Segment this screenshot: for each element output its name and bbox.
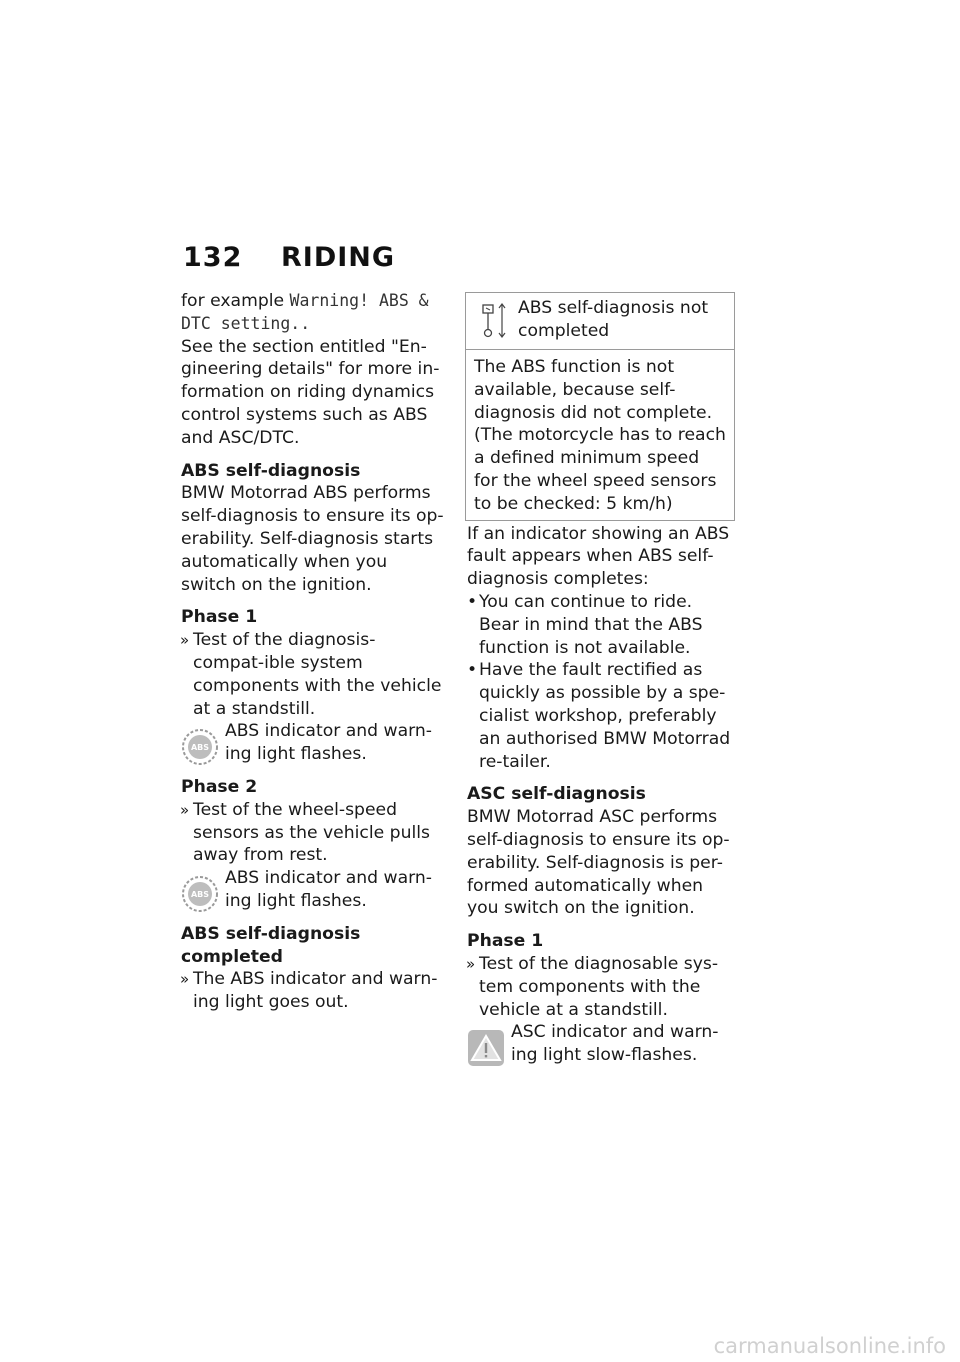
step-marker-icon: » xyxy=(180,800,190,819)
phase2-indicator xyxy=(181,867,445,913)
right-column xyxy=(467,292,737,1077)
page-number: 132 xyxy=(183,242,243,273)
step-marker-icon: » xyxy=(180,631,190,650)
step-marker-icon: » xyxy=(466,954,476,973)
see-section-text: See the section entitled "En-gineering details" for more in-formation on riding dynamics control systems such as ABS and ASC/DTC. xyxy=(181,336,440,448)
note-title: ABS self-diagnosis not completed xyxy=(518,298,709,341)
watermark: carmanualsonline.info xyxy=(713,1334,946,1358)
asc-self-diagnosis-body: BMW Motorrad ASC performs self-diagnosis to ensure its op-erability. Self-diagnosis is per-formed automatically when you switch on the ignition. xyxy=(467,807,730,919)
page-header xyxy=(183,242,395,273)
asc-warning-triangle-icon xyxy=(467,1029,505,1067)
asc-phase1-indicator-text: ASC indicator and warn-ing light slow-flashes. xyxy=(511,1022,719,1066)
phase1-indicator-text: ABS indicator and warn-ing light flashes. xyxy=(225,721,432,765)
bullet-icon: • xyxy=(467,591,478,612)
svg-text:ABS: ABS xyxy=(190,743,210,753)
abs-self-diagnosis-heading: ABS self-diagnosis xyxy=(181,460,361,481)
phase2-step-text: Test of the wheel-speed sensors as the vehicle pulls away from rest. xyxy=(193,799,430,866)
phase1-step-text: Test of the diagnosis-compat-ible system components with the vehicle at a standstill. xyxy=(193,630,442,719)
asc-phase1-heading: Phase 1 xyxy=(467,931,544,952)
note-body: The ABS function is not available, because self-diagnosis did not complete. (The motorcycle has to reach a defined minimum speed for the wheel speed sensors to be checked: 5 km/h) xyxy=(474,357,726,514)
bullet-item xyxy=(467,591,737,659)
abs-warning-icon xyxy=(181,875,219,913)
fault-intro: If an indicator showing an ABS fault appears when ABS self-diagnosis completes: xyxy=(467,523,730,590)
phase1-heading: Phase 1 xyxy=(181,607,258,628)
phase2-indicator-text: ABS indicator and warn-ing light flashes. xyxy=(225,868,432,911)
left-column xyxy=(181,290,445,1014)
intro-prefix: for example xyxy=(181,291,285,311)
completed-step-text: The ABS indicator and warn-ing light goes out. xyxy=(193,969,438,1013)
asc-self-diagnosis-heading: ASC self-diagnosis xyxy=(467,784,646,805)
phase2-heading: Phase 2 xyxy=(181,776,258,797)
asc-phase1-step-text: Test of the diagnosable sys-tem components with the vehicle at a standstill. xyxy=(479,953,719,1020)
bullet-text: You can continue to ride. Bear in mind that the ABS function is not available. xyxy=(479,591,703,658)
completed-step xyxy=(181,968,445,1014)
abs-warning-icon xyxy=(181,728,219,766)
abs-completed-heading: ABS self-diagnosis completed xyxy=(181,923,361,967)
bullet-item xyxy=(467,659,737,773)
chapter-title: RIDING xyxy=(281,242,396,273)
asc-phase1-indicator xyxy=(467,1021,737,1067)
bullet-icon: • xyxy=(467,660,478,681)
step-marker-icon: » xyxy=(180,970,190,989)
abs-note-box xyxy=(465,292,735,521)
phase1-step xyxy=(181,629,445,720)
note-header xyxy=(466,293,734,350)
asc-phase1-step xyxy=(467,953,737,1021)
abs-self-diagnosis-body: BMW Motorrad ABS performs self-diagnosis to ensure its op-erability. Self-diagnosis starts automatically when you switch on the ignition. xyxy=(181,483,444,595)
warning-code: Warning! ABS & DTC setting.. xyxy=(181,291,429,333)
self-diagnosis-note-icon xyxy=(480,301,508,339)
phase1-indicator xyxy=(181,720,445,766)
svg-text:ABS: ABS xyxy=(190,890,210,900)
bullet-text: Have the fault rectified as quickly as possible by a spe-cialist workshop, preferably an authorised BMW Motorrad re-tailer. xyxy=(479,660,731,772)
intro-paragraph xyxy=(181,290,445,450)
phase2-step xyxy=(181,799,445,867)
